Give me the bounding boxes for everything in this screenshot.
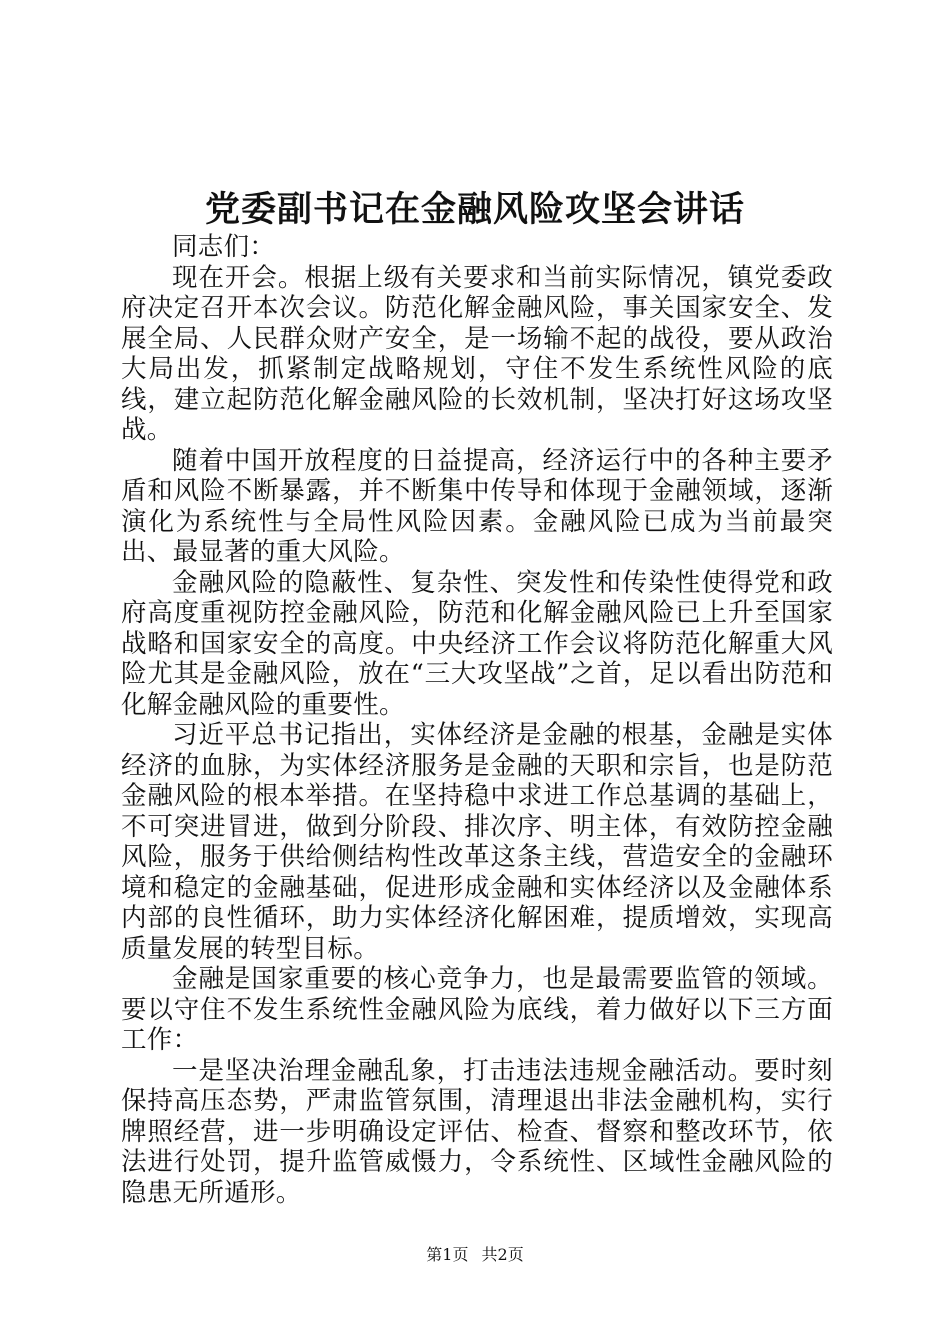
document-body [121, 232, 833, 1208]
body-paragraph-3: 金融风险的隐蔽性、复杂性、突发性和传染性使得党和政府高度重视防控金融风险，防范和化解金融风险已上升至国家战略和国家安全的高度。中央经济工作会议将防范化解重大风险尤其是金融风险，放在“三大攻坚战”之首，足以看出防范和化解金融风险的重要性。 [121, 567, 833, 720]
body-paragraph-6: 一是坚决治理金融乱象，打击违法违规金融活动。要时刻保持高压态势，严肃监管氛围，清理退出非法金融机构，实行牌照经营，进一步明确设定评估、检查、督察和整改环节，依法进行处罚，提升监管威慑力，令系统性、区域性金融风险的隐患无所遁形。 [121, 1055, 833, 1208]
salutation-paragraph: 同志们： [172, 232, 276, 262]
body-paragraph-2: 随着中国开放程度的日益提高，经济运行中的各种主要矛盾和风险不断暴露，并不断集中传导和体现于金融领域，逐渐演化为系统性与全局性风险因素。金融风险已成为当前最突出、最显著的重大风险。 [121, 445, 833, 567]
body-paragraph-4: 习近平总书记指出，实体经济是金融的根基，金融是实体经济的血脉，为实体经济服务是金融的天职和宗旨，也是防范金融风险的根本举措。在坚持稳中求进工作总基调的基础上，不可突进冒进，做到分阶段、排次序、明主体，有效防控金融风险，服务于供给侧结构性改革这条主线，营造安全的金融环境和稳定的金融基础，促进形成金融和实体经济以及金融体系内部的良性循环，助力实体经济化解困难，提质增效，实现高质量发展的转型目标。 [121, 720, 833, 964]
body-paragraph-1: 现在开会。根据上级有关要求和当前实际情况，镇党委政府决定召开本次会议。防范化解金融风险，事关国家安全、发展全局、人民群众财产安全，是一场输不起的战役，要从政治大局出发，抓紧制定战略规划，守住不发生系统性风险的底线，建立起防范化解金融风险的长效机制，坚决打好这场攻坚战。 [121, 262, 833, 445]
document-title: 党委副书记在金融风险攻坚会讲话 [204, 189, 745, 230]
page-number: 第1页 [426, 1245, 469, 1264]
page-total: 共2页 [481, 1245, 524, 1264]
page-footer [0, 1244, 950, 1266]
body-paragraph-5: 金融是国家重要的核心竞争力，也是最需要监管的领域。要以守住不发生系统性金融风险为底线，着力做好以下三方面工作： [121, 964, 833, 1055]
